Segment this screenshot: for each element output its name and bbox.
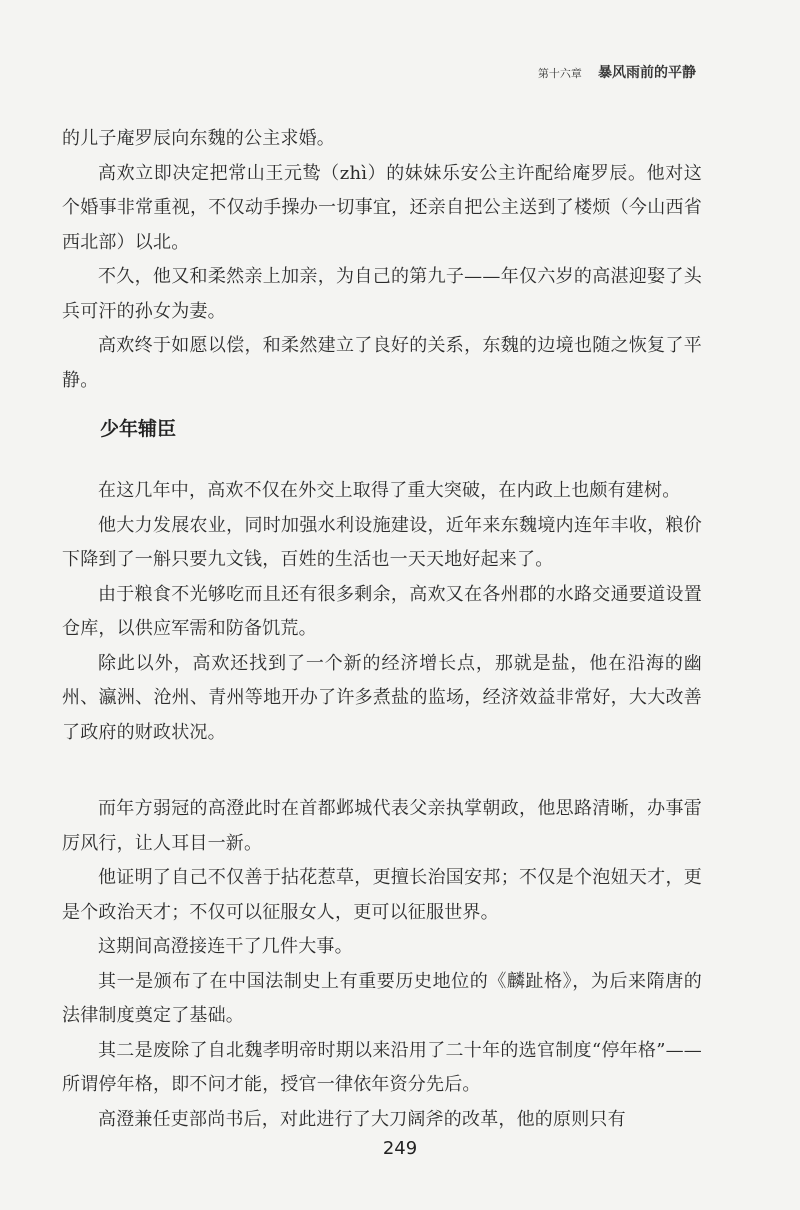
chapter-title: 暴风雨前的平静 (598, 65, 696, 81)
paragraph: 而年方弱冠的高澄此时在首都邺城代表父亲执掌朝政，他思路清晰，办事雷厉风行，让人耳目一新。 (62, 798, 702, 854)
chapter-number: 第十六章 (537, 67, 582, 80)
text-block-3 (62, 792, 702, 1137)
text-block-2 (62, 474, 702, 750)
paragraph: 其二是废除了自北魏孝明帝时期以来沿用了二十年的选官制度“停年格”——所谓停年格，即不问才能，授官一律依年资分先后。 (62, 1039, 702, 1095)
section-heading: 少年辅臣 (100, 418, 177, 440)
paragraph: 除此以外，高欢还找到了一个新的经济增长点，那就是盐，他在沿海的幽州、瀛洲、沧州、青州等地开办了许多煮盐的监场，经济效益非常好，大大改善了政府的财政状况。 (62, 652, 702, 743)
paragraph: 高欢终于如愿以偿，和柔然建立了良好的关系，东魏的边境也随之恢复了平静。 (62, 335, 702, 391)
page-number: 249 (382, 1138, 418, 1159)
running-head (538, 62, 696, 82)
paragraph: 其一是颁布了在中国法制史上有重要历史地位的《麟趾格》，为后来隋唐的法律制度奠定了基础。 (62, 970, 702, 1026)
paragraph: 高澄兼任吏部尚书后，对此进行了大刀阔斧的改革，他的原则只有 (98, 1108, 626, 1130)
paragraph: 这期间高澄接连干了几件大事。 (98, 936, 353, 957)
paragraph: 他大力发展农业，同时加强水利设施建设，近年来东魏境内连年丰收，粮价下降到了一斛只要九文钱，百姓的生活也一天天地好起来了。 (62, 514, 702, 570)
text-block-1 (62, 122, 702, 398)
paragraph: 的儿子庵罗辰向东魏的公主求婚。 (62, 128, 335, 149)
paragraph: 由于粮食不光够吃而且还有很多剩余，高欢又在各州郡的水路交通要道设置仓库，以供应军需和防备饥荒。 (62, 583, 702, 639)
paragraph: 在这几年中，高欢不仅在外交上取得了重大突破，在内政上也颇有建树。 (98, 480, 681, 501)
paragraph: 他证明了自己不仅善于拈花惹草，更擅长治国安邦；不仅是个泡妞天才，更是个政治天才；不仅可以征服女人，更可以征服世界。 (62, 867, 702, 923)
paragraph: 高欢立即决定把常山王元鸷（zhì）的妹妹乐安公主许配给庵罗辰。他对这个婚事非常重视，不仅动手操办一切事宜，还亲自把公主送到了楼烦（今山西省西北部）以北。 (62, 162, 702, 253)
paragraph: 不久，他又和柔然亲上加亲，为自己的第九子——年仅六岁的高湛迎娶了头兵可汗的孙女为妻。 (62, 266, 702, 322)
